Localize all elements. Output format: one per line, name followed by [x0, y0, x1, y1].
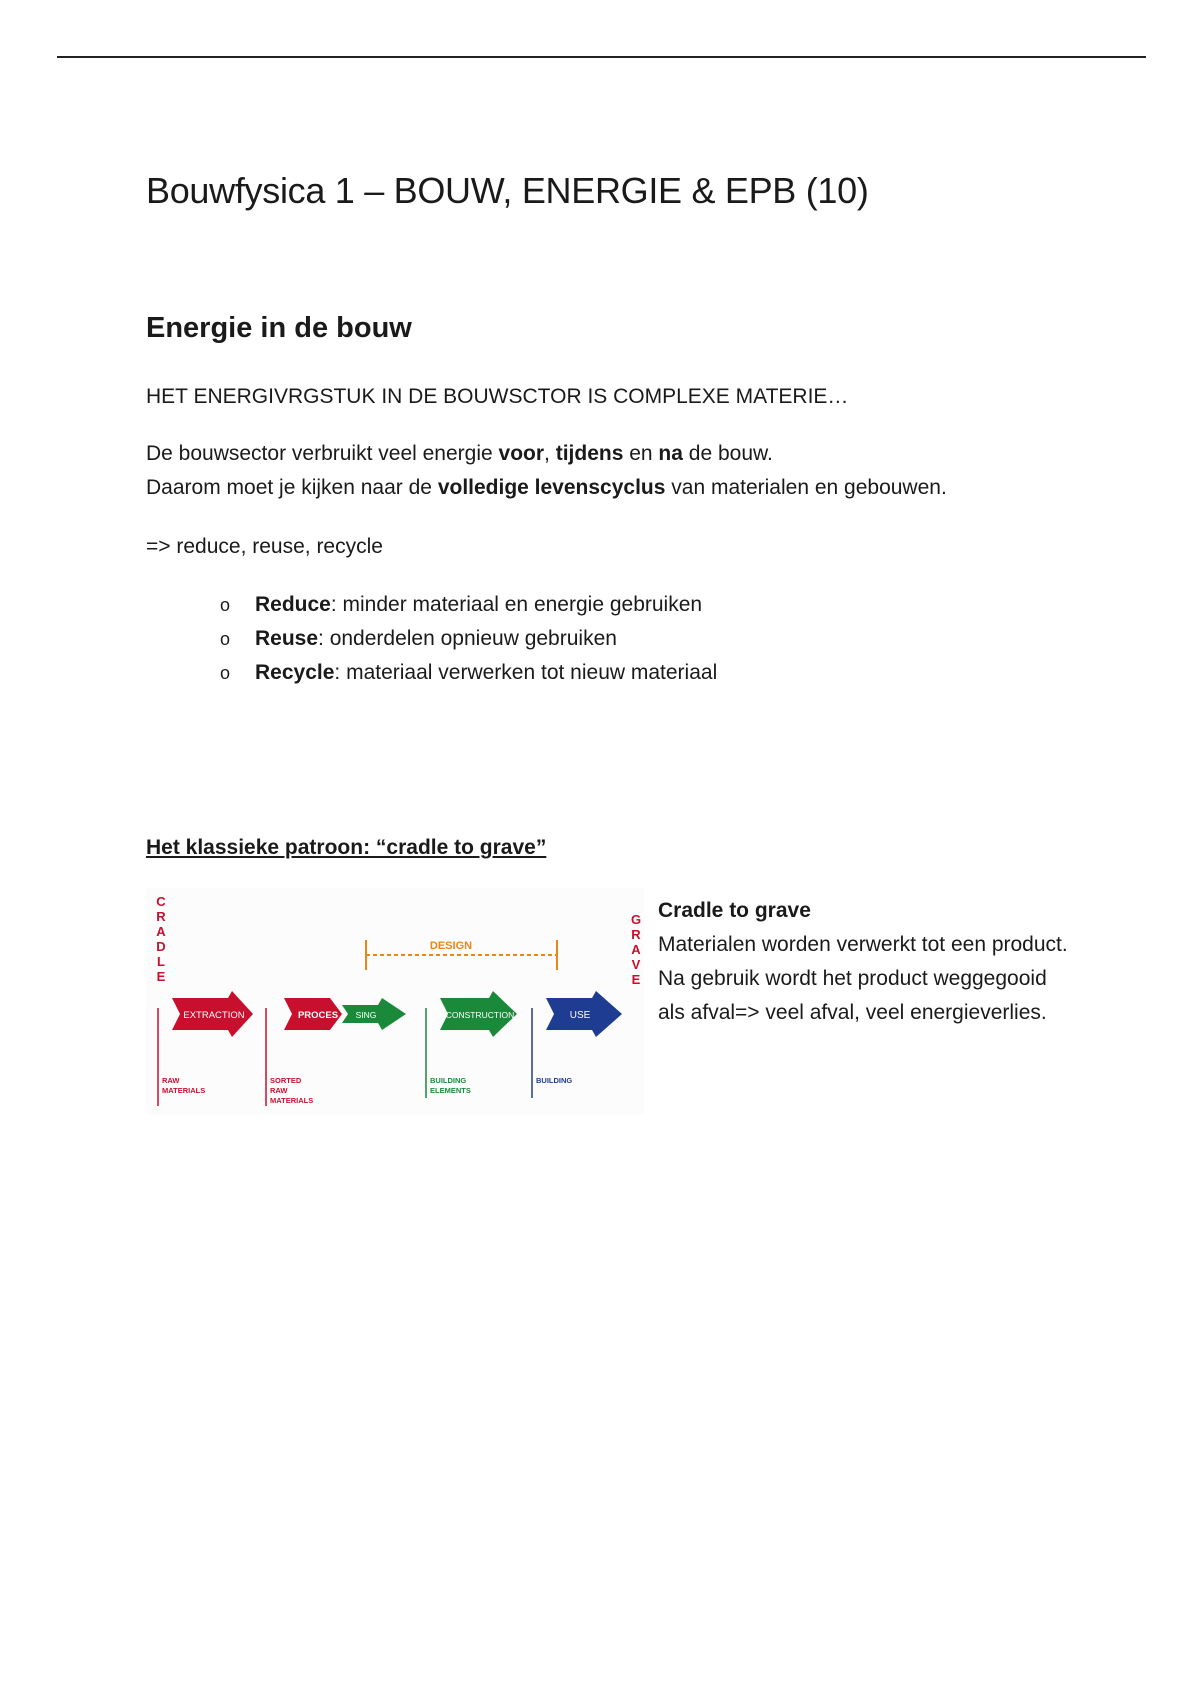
- cradle-letter: L: [157, 954, 165, 969]
- bullet-marker: o: [220, 629, 231, 649]
- use-label: USE: [569, 1010, 591, 1021]
- output-label: RAW: [162, 1076, 180, 1085]
- text-run: van materialen en gebouwen.: [665, 476, 947, 499]
- bullet-text: : minder materiaal en energie gebruiken: [330, 593, 703, 616]
- cradle-to-grave-diagram: [146, 888, 644, 1114]
- cradle-letter: R: [156, 909, 166, 924]
- explanation-title: Cradle to grave: [658, 899, 811, 922]
- grave-letter: E: [631, 972, 641, 987]
- cradle-letter: C: [156, 894, 166, 909]
- output-label: BUILDING: [536, 1076, 573, 1085]
- text-run: Daarom moet je kijken naar de: [146, 476, 438, 499]
- cradle-letter: D: [156, 939, 166, 954]
- output-label: MATERIALS: [270, 1096, 314, 1105]
- intro-line-2: [146, 471, 947, 505]
- text-run: en: [623, 442, 659, 465]
- pattern-heading: Het klassieke patroon: “cradle to grave”: [146, 836, 547, 859]
- section-heading: Energie in de bouw: [146, 312, 412, 344]
- list-item: [200, 622, 717, 656]
- list-item: [200, 588, 717, 622]
- grave-letter: G: [630, 912, 642, 927]
- output-label: ELEMENTS: [430, 1086, 471, 1095]
- bold-voor: voor: [498, 442, 545, 465]
- bullet-marker: o: [220, 663, 231, 683]
- caps-line: HET ENERGIVRGSTUK IN DE BOUWSCTOR IS COMPLEXE MATERIE…: [146, 385, 849, 408]
- intro-line-1: [146, 437, 947, 471]
- extraction-label: EXTRACTION: [183, 1010, 245, 1021]
- cradle-to-grave-explanation: [658, 894, 1078, 1030]
- bullet-list: [200, 588, 717, 690]
- processing-label-a: PROCES: [297, 1010, 339, 1021]
- bullet-term: Recycle: [255, 661, 335, 684]
- output-label: RAW: [270, 1086, 288, 1095]
- output-label: MATERIALS: [162, 1086, 206, 1095]
- cradle-letter: E: [156, 969, 166, 984]
- list-item: [200, 656, 717, 690]
- bold-tijdens: tijdens: [555, 442, 624, 465]
- intro-paragraph: [146, 437, 947, 505]
- grave-letter: V: [631, 957, 641, 972]
- grave-letter: R: [631, 927, 641, 942]
- processing-label-b: SING: [355, 1010, 377, 1020]
- output-label: BUILDING: [430, 1076, 467, 1085]
- bold-na: na: [658, 442, 683, 465]
- bold-levenscyclus: volledige levenscyclus: [437, 476, 666, 499]
- reduce-reuse-recycle-line: => reduce, reuse, recycle: [146, 535, 383, 558]
- bullet-text: : onderdelen opnieuw gebruiken: [318, 627, 617, 650]
- design-label: DESIGN: [429, 940, 473, 952]
- top-rule: [57, 56, 1146, 58]
- document-title: Bouwfysica 1 – BOUW, ENERGIE & EPB (10): [146, 170, 869, 211]
- bullet-text: : materiaal verwerken tot nieuw materiaal: [334, 661, 718, 684]
- output-label: SORTED: [270, 1076, 302, 1085]
- bullet-term: Reduce: [255, 593, 331, 616]
- explanation-text: Materialen worden verwerkt tot een product. Na gebruik wordt het product weggegooid als afval=> veel afval, veel energieverlies.: [658, 933, 1068, 1024]
- construction-label: CONSTRUCTION: [445, 1010, 515, 1020]
- bullet-term: Reuse: [255, 627, 319, 650]
- text-run: ,: [544, 442, 556, 465]
- bullet-marker: o: [220, 595, 231, 615]
- text-run: De bouwsector verbruikt veel energie: [146, 442, 499, 465]
- cradle-letter: A: [156, 924, 166, 939]
- diagram-svg: [146, 888, 644, 1114]
- grave-letter: A: [631, 942, 641, 957]
- text-run: de bouw.: [682, 442, 773, 465]
